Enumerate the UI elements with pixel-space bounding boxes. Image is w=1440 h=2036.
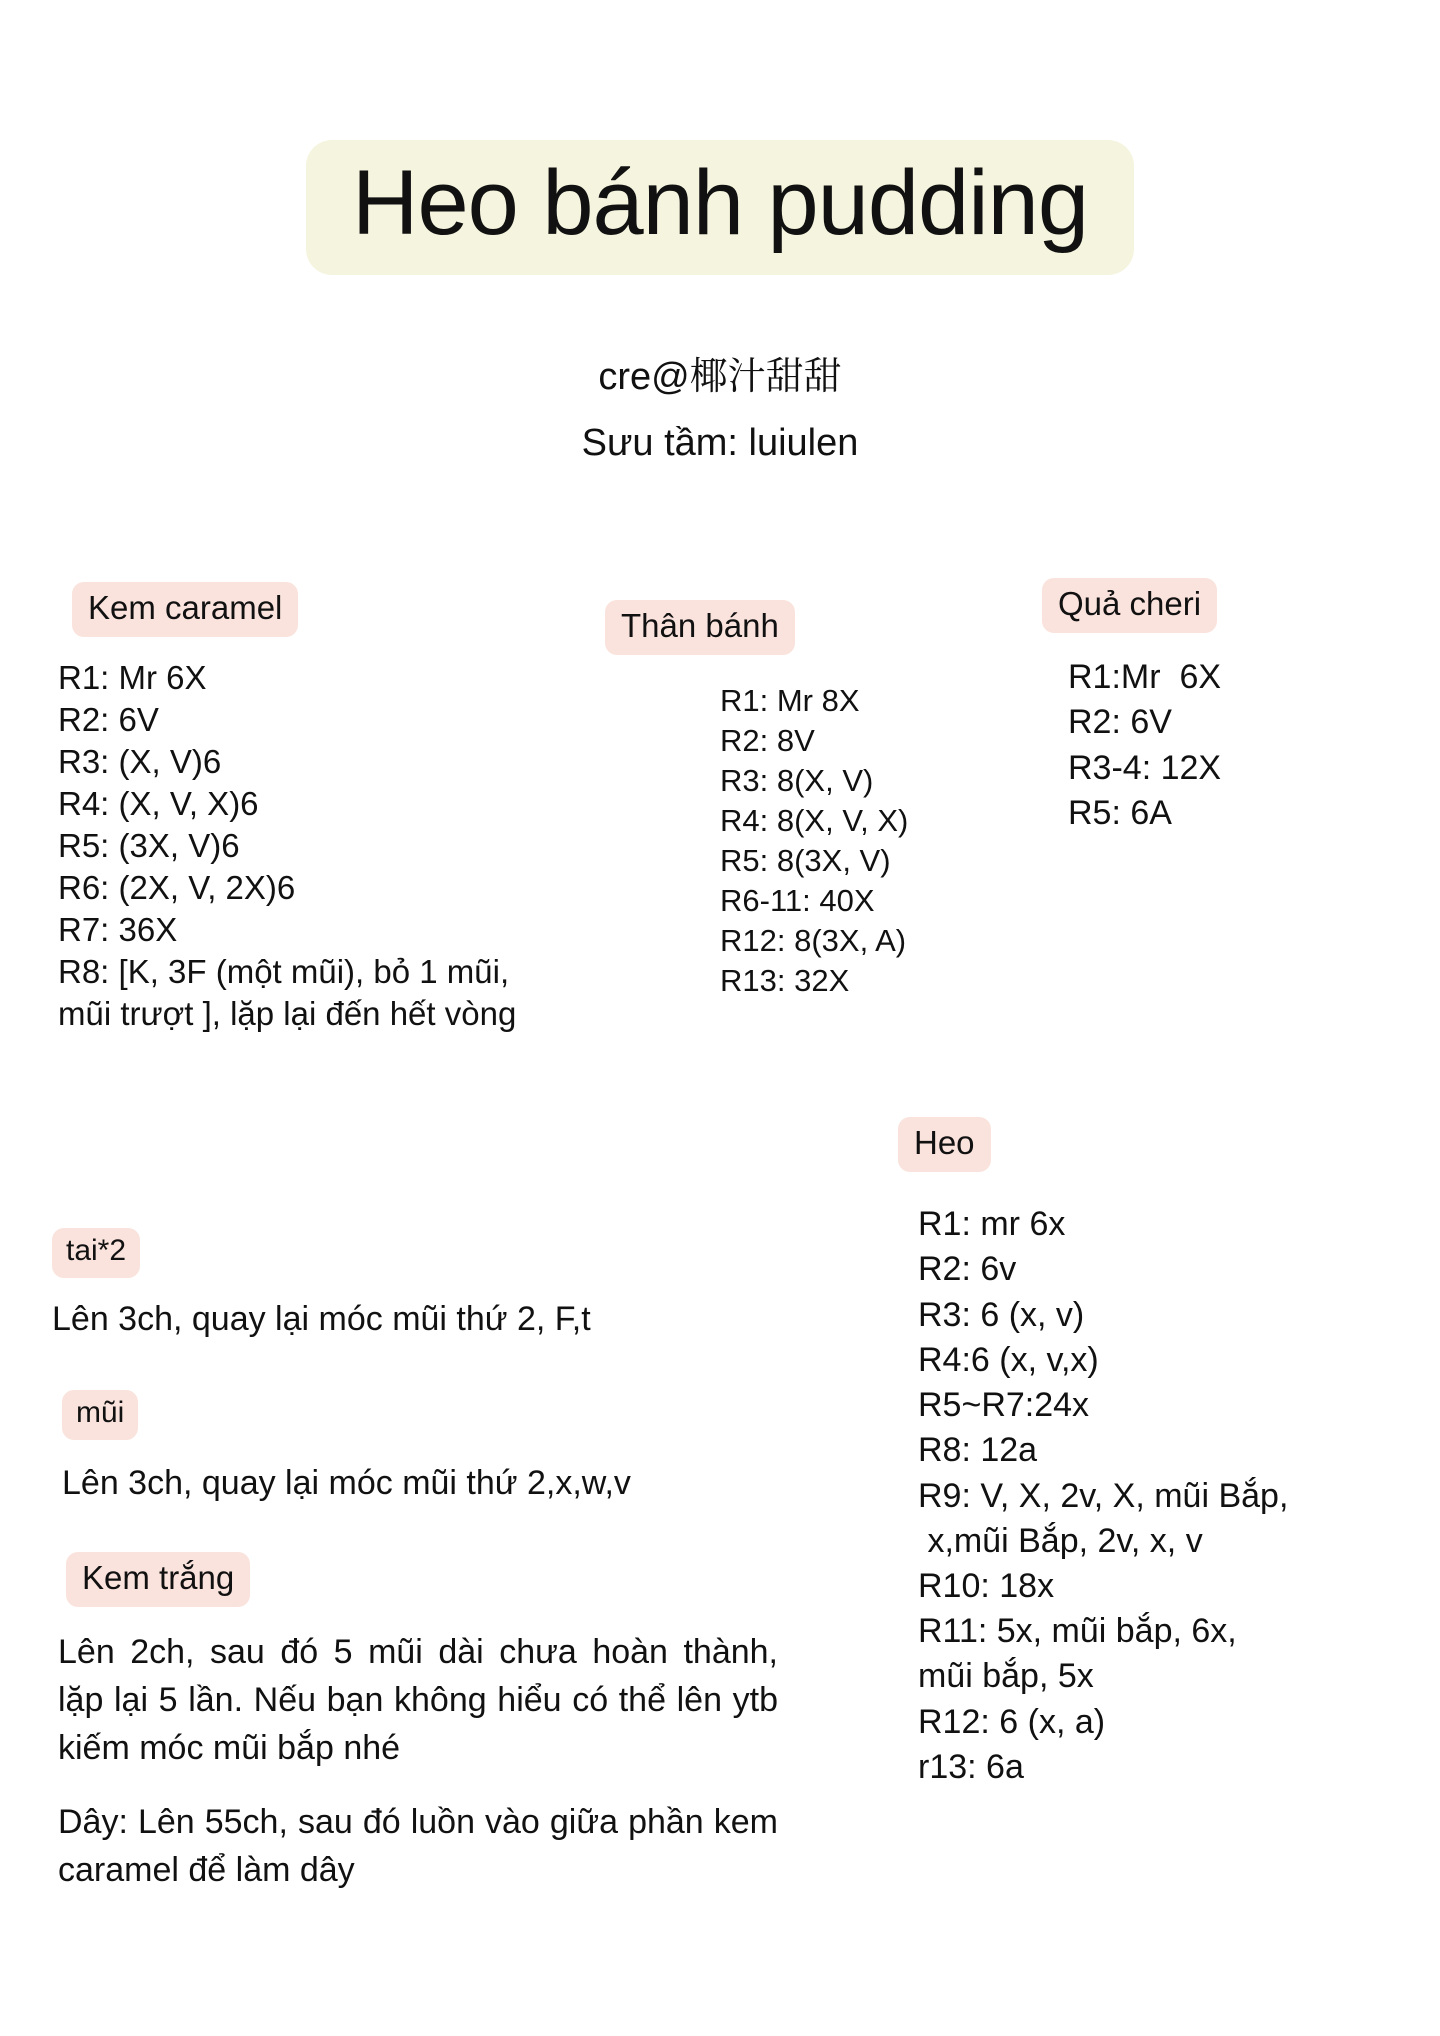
pattern-row: R11: 5x, mũi bắp, 6x,	[918, 1612, 1237, 1651]
section-kem-trang	[58, 1552, 778, 1895]
than-banh-rows	[720, 681, 1025, 1001]
section-heading-qua-cheri: Quả cheri	[1042, 578, 1217, 633]
tai-instructions: Lên 3ch, quay lại móc mũi thứ 2, F,t	[52, 1299, 591, 1338]
section-heo	[890, 1117, 1360, 1790]
qua-cheri-rows	[1068, 655, 1430, 836]
pattern-row: x,mũi Bắp, 2v, x, v	[918, 1521, 1203, 1560]
section-tai	[52, 1228, 812, 1343]
section-heading-tai: tai*2	[52, 1228, 140, 1278]
pattern-row: R2: 6v	[918, 1250, 1017, 1289]
pattern-row: R13: 32X	[720, 963, 850, 999]
pattern-row: R8: [K, 3F (một mũi), bỏ 1 mũi,	[58, 952, 510, 990]
collector-line: Sưu tầm: luiulen	[581, 422, 859, 464]
pattern-row: R12: 6 (x, a)	[918, 1702, 1106, 1741]
pattern-row: R7: 36X	[58, 910, 178, 948]
pattern-row: R6: (2X, V, 2X)6	[58, 868, 296, 906]
pattern-row: R5~R7:24x	[918, 1386, 1090, 1425]
pattern-row: R4: 8(X, V, X)	[720, 803, 909, 839]
pattern-row: R9: V, X, 2v, X, mũi Bắp,	[918, 1476, 1289, 1515]
pattern-row: R3: (X, V)6	[58, 743, 222, 781]
pattern-row: R3: 8(X, V)	[720, 763, 874, 799]
pattern-row: R4:6 (x, v,x)	[918, 1340, 1099, 1379]
pattern-row: mũi trượt ], lặp lại đến hết vòng	[58, 994, 517, 1032]
section-heading-mui: mũi	[62, 1390, 138, 1440]
section-than-banh	[605, 600, 1025, 1001]
section-qua-cheri	[1030, 578, 1430, 836]
section-heading-kem-trang: Kem trắng	[66, 1552, 250, 1607]
pattern-row: R2: 6V	[58, 701, 159, 739]
section-mui	[62, 1390, 822, 1507]
kem-trang-paragraph-2: Dây: Lên 55ch, sau đó luồn vào giữa phần kem caramel để làm dây	[58, 1803, 778, 1889]
pattern-row: R1: mr 6x	[918, 1205, 1066, 1244]
section-kem-caramel	[58, 582, 678, 1034]
pattern-row: R4: (X, V, X)6	[58, 784, 259, 822]
title-chip	[306, 140, 1134, 275]
credit-line: cre@椰汁甜甜	[598, 356, 842, 398]
pattern-row: mũi bắp, 5x	[918, 1657, 1094, 1696]
section-heading-kem-caramel: Kem caramel	[72, 582, 298, 637]
mui-instructions: Lên 3ch, quay lại móc mũi thứ 2,x,w,v	[62, 1463, 631, 1502]
pattern-row: R1:Mr 6X	[1068, 658, 1222, 697]
pattern-row: R5: 6A	[1068, 793, 1172, 832]
pattern-row: R2: 8V	[720, 723, 815, 759]
title-banner	[0, 140, 1440, 275]
pattern-row: R5: (3X, V)6	[58, 826, 240, 864]
section-heading-heo: Heo	[898, 1117, 991, 1172]
pattern-row: R10: 18x	[918, 1567, 1055, 1605]
pattern-row: R12: 8(3X, A)	[720, 923, 907, 959]
pattern-row: r13: 6a	[918, 1747, 1024, 1786]
section-heading-than-banh: Thân bánh	[605, 600, 795, 655]
heo-rows	[918, 1202, 1360, 1790]
kem-trang-paragraph-1: Lên 2ch, sau đó 5 mũi dài chưa hoàn thành, lặp lại 5 lần. Nếu bạn không hiểu có thể lên ytb kiếm móc mũi bắp nhé	[58, 1633, 778, 1768]
kem-caramel-rows	[58, 657, 678, 1034]
pattern-row: R3: 6 (x, v)	[918, 1295, 1085, 1334]
pattern-row: R3-4: 12X	[1068, 748, 1222, 787]
pattern-row: R6-11: 40X	[720, 883, 875, 919]
pattern-row: R2: 6V	[1068, 703, 1172, 742]
pattern-row: R1: Mr 8X	[720, 683, 860, 719]
pattern-row: R5: 8(3X, V)	[720, 843, 891, 879]
pattern-row: R1: Mr 6X	[58, 659, 207, 697]
page-title: Heo bánh pudding	[352, 152, 1088, 254]
pattern-row: R8: 12a	[918, 1431, 1038, 1470]
